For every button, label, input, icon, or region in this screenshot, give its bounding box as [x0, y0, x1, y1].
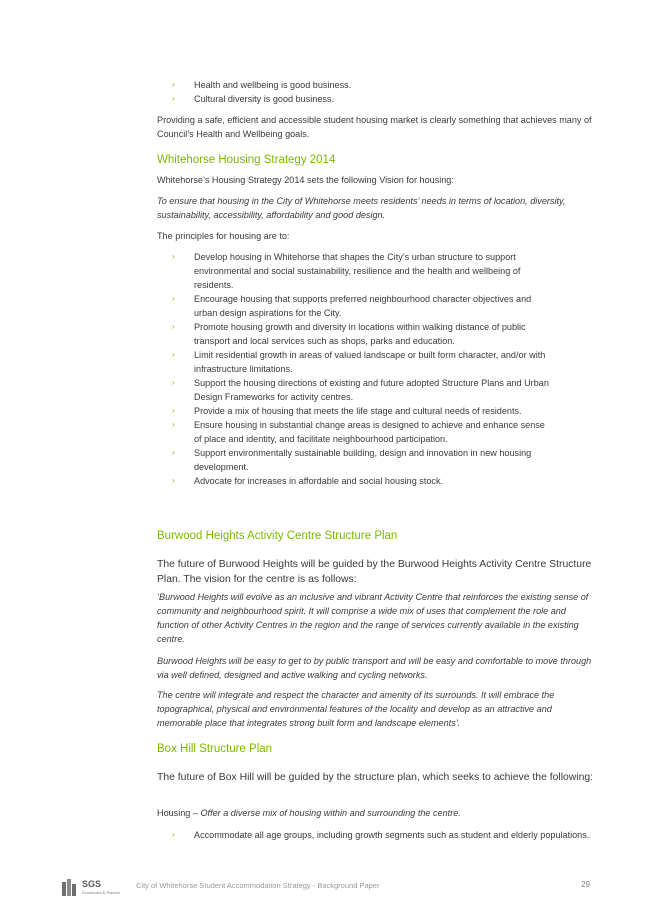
bullet-icon: ›: [172, 80, 175, 89]
list-item: › Limit residential growth in areas of valued landscape or built form character, and/or with infrastructure limitations.: [172, 350, 546, 374]
sgs-logo-icon: [60, 876, 120, 898]
list-item: › Ensure housing in substantial change areas is designed to achieve and enhance sense of place and identity, and facilitate neighbourhood participation.: [172, 420, 545, 444]
section-heading-box-hill: Box Hill Structure Plan: [157, 743, 273, 755]
bullet-icon: ›: [172, 406, 175, 415]
bullet-icon: ›: [172, 322, 175, 331]
bullet-icon: ›: [172, 378, 175, 387]
bullet-icon: ›: [172, 294, 175, 303]
intro-bullet-list: [172, 78, 552, 106]
box-hill-intro: The future of Box Hill will be guided by the structure plan, which seeks to achieve the following:: [157, 772, 594, 783]
burwood-quote-3: The centre will integrate and respect the character and amenity of its surrounds. It will embrace the topographical, physical and environmental features of the locality and develop as an attractive and memorable place that integrates strong built form and landscape elements’.: [157, 690, 555, 728]
box-hill-bullet-list: [172, 828, 592, 842]
page-number: 29: [581, 880, 590, 889]
housing-vision: To ensure that housing in the City of Whitehorse meets residents’ needs in terms of location, diversity, sustainability, accessibility, affordability and good design.: [157, 196, 566, 220]
bullet-icon: ›: [172, 448, 175, 457]
list-item: › Accommodate all age groups, including growth segments such as student and elderly populations.: [172, 830, 590, 840]
page-footer: [60, 876, 590, 898]
footer-text: City of Whitehorse Student Accommodation Strategy - Background Paper: [136, 881, 380, 890]
intro-paragraph: Providing a safe, efficient and accessible student housing market is clearly something that achieves many of Council’s Health and Wellbeing goals.: [157, 115, 592, 139]
list-item: › Provide a mix of housing that meets the life stage and cultural needs of residents.: [172, 406, 522, 416]
bullet-icon: ›: [172, 252, 175, 261]
housing-strategy-intro: Whitehorse’s Housing Strategy 2014 sets the following Vision for housing:: [157, 175, 454, 185]
burwood-quote-1: ‘Burwood Heights will evolve as an inclusive and vibrant Activity Centre that reinforces the existing sense of community and neighbourhood spirit. It will comprise a wide mix of uses that complement the role and function of other Activity Centres in the region and the range of services currently available in the existing centre.: [157, 592, 589, 644]
bullet-icon: ›: [172, 350, 175, 359]
sgs-logo: [60, 876, 120, 898]
box-hill-housing-objective: Housing – Offer a diverse mix of housing within and surrounding the centre.: [157, 808, 461, 818]
list-item: › Support environmentally sustainable building, design and innovation in new housing development.: [172, 448, 532, 472]
principles-bullet-list: [172, 250, 552, 488]
burwood-intro: The future of Burwood Heights will be guided by the Burwood Heights Activity Centre Structure Plan. The vision for the centre is as follows:: [157, 559, 592, 585]
section-heading-housing-strategy: Whitehorse Housing Strategy 2014: [157, 154, 336, 166]
list-item: › Develop housing in Whitehorse that shapes the City’s urban structure to support environmental and social sustainability, resilience and the health and wellbeing of residents.: [172, 252, 521, 290]
list-item: › Health and wellbeing is good business.: [172, 80, 352, 90]
logo-text: SGS: [82, 879, 102, 889]
burwood-quote-2: Burwood Heights will be easy to get to by public transport and will be easy and comfortable to move through via well defined, designed and active walking and cycling networks.: [157, 656, 592, 680]
principles-intro: The principles for housing are to:: [157, 231, 290, 241]
bullet-icon: ›: [172, 420, 175, 429]
list-item: › Cultural diversity is good business.: [172, 94, 335, 104]
list-item: › Promote housing growth and diversity in locations within walking distance of public transport and local services such as shops, parks and education.: [172, 322, 526, 346]
bullet-icon: ›: [172, 830, 175, 839]
section-heading-burwood: Burwood Heights Activity Centre Structure Plan: [157, 530, 398, 542]
list-item: › Advocate for increases in affordable and social housing stock.: [172, 476, 444, 486]
logo-subtext: Economics & Planning: [82, 890, 120, 895]
list-item: › Encourage housing that supports preferred neighbourhood character objectives and urban design aspirations for the City.: [172, 294, 532, 318]
bullet-icon: ›: [172, 476, 175, 485]
list-item: › Support the housing directions of existing and future adopted Structure Plans and Urban Design Frameworks for activity centres.: [172, 378, 549, 402]
bullet-icon: ›: [172, 94, 175, 103]
